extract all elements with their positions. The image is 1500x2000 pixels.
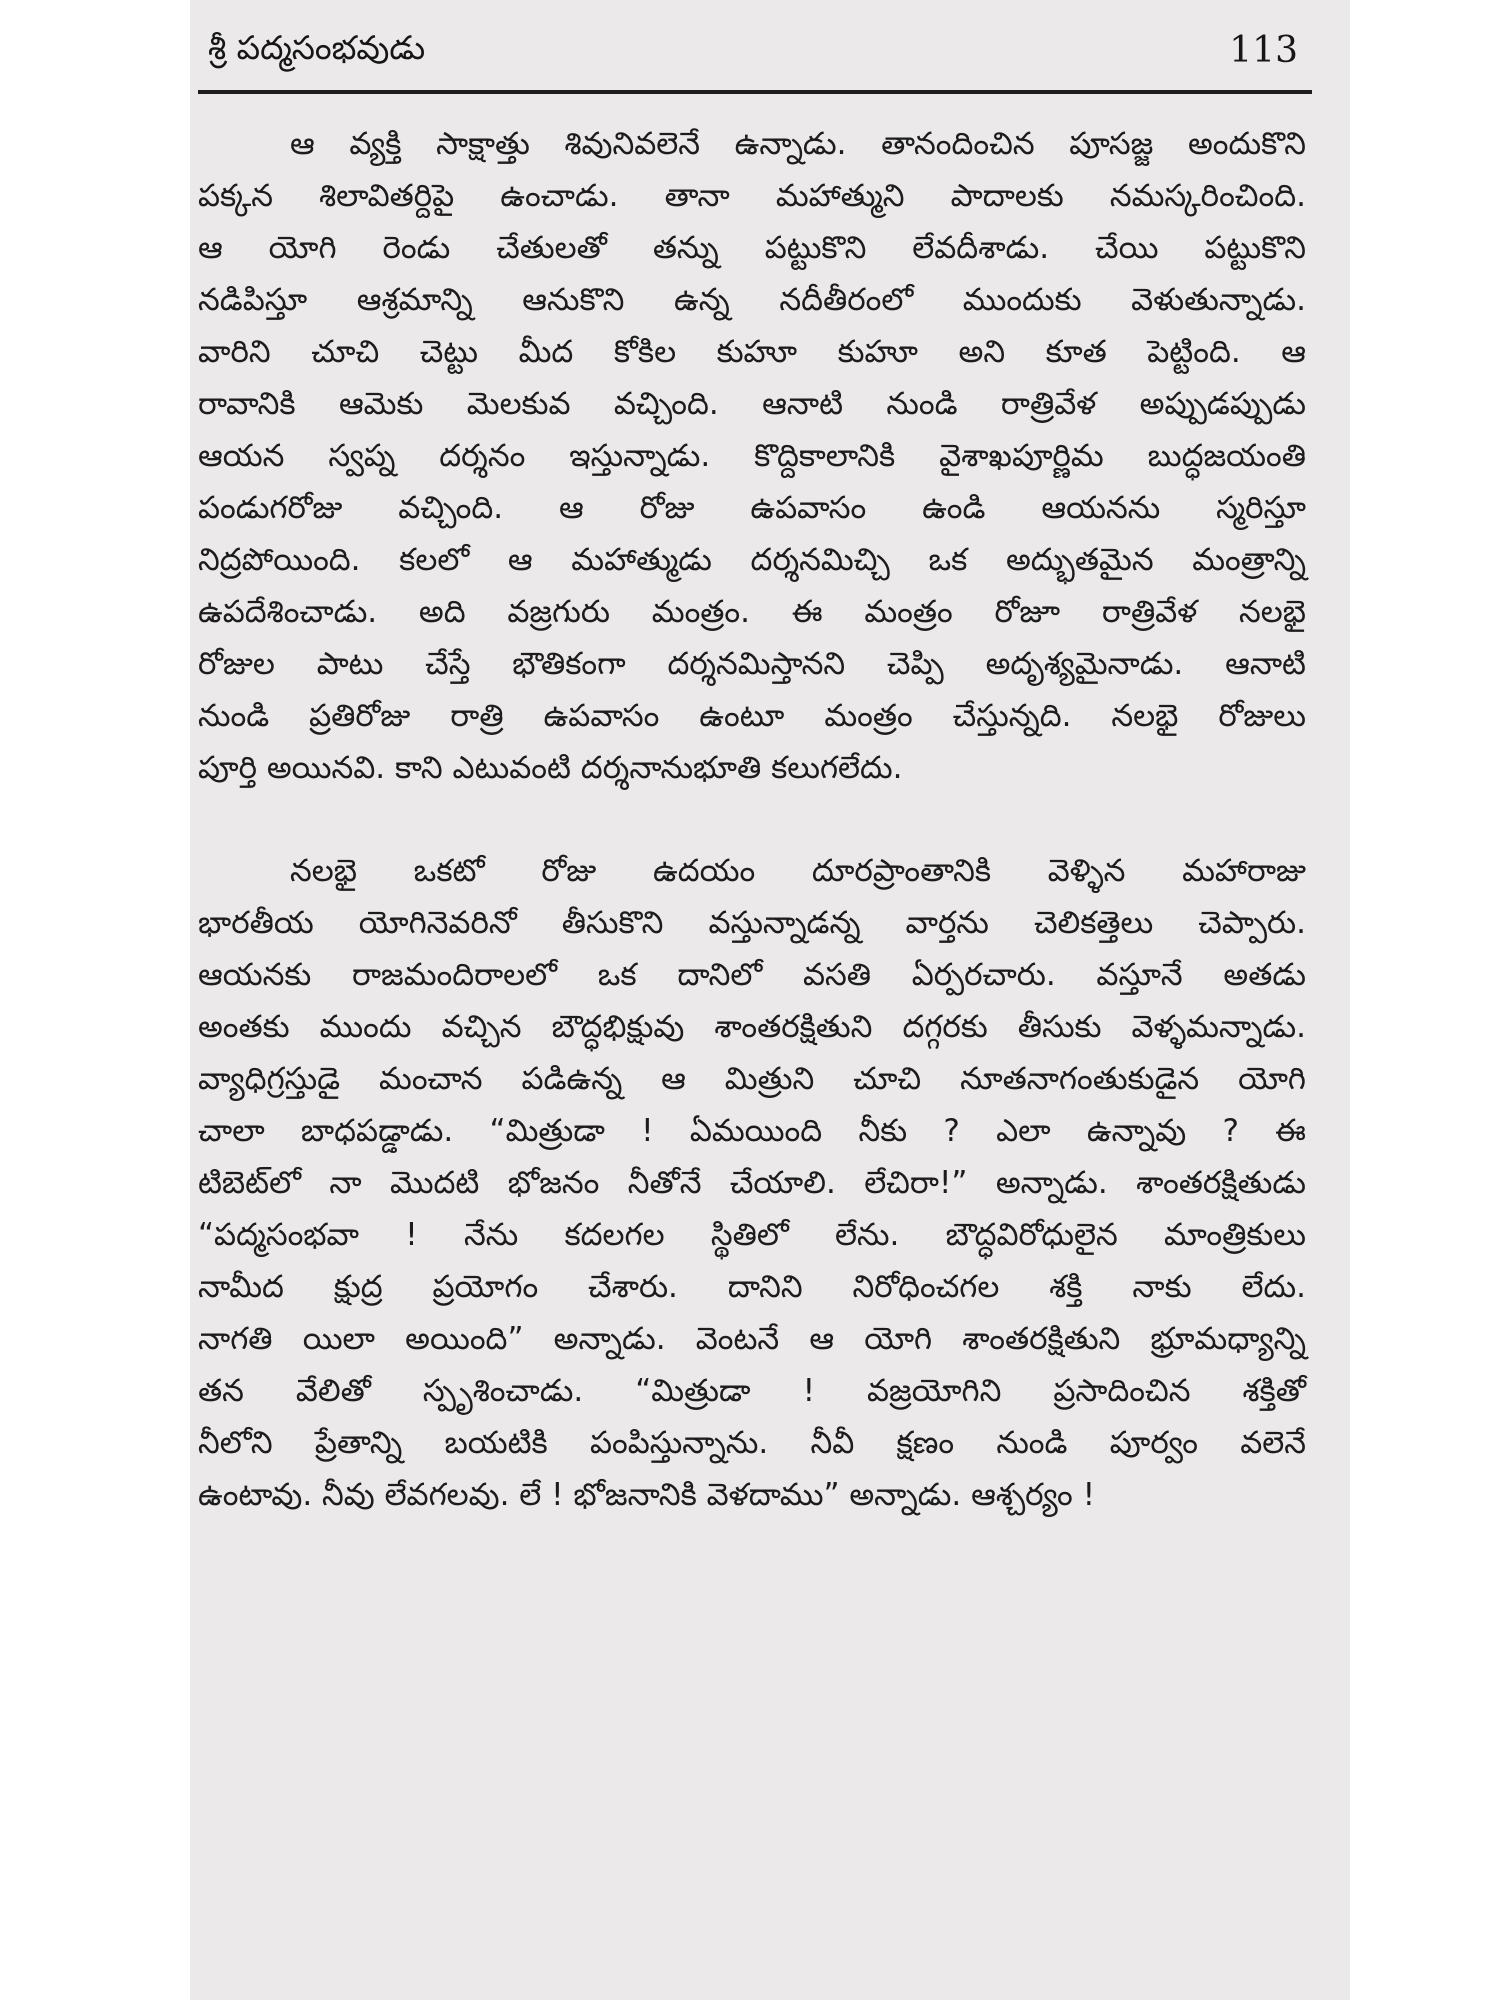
text-line: నాగతి యిలా అయింది” అన్నాడు. వెంటనే ఆ యోగి శాంతరక్షితుని భ్రూమధ్యాన్ని [198,1321,1306,1357]
book-page [190,0,1350,2000]
text-line: రావానికి ఆమెకు మెలకువ వచ్చింది. ఆనాటి నుండి రాత్రివేళ అప్పుడప్పుడు [198,386,1306,422]
paragraph-gap [198,794,1306,845]
header-rule [198,90,1312,94]
text-line: పక్కన శిలావితర్దిపై ఉంచాడు. తానా మహాత్ముని పాదాలకు నమస్కరించింది. [198,178,1306,214]
text-line: చాలా బాధపడ్డాడు. “మిత్రుడా ! ఏమయింది నీకు ? ఎలా ఉన్నావు ? ఈ [198,1113,1306,1149]
text-line: ఆ వ్యక్తి సాక్షాత్తు శివునివలెనే ఉన్నాడు. తానందించిన పూసజ్జ అందుకొని [290,126,1306,162]
text-line: రోజుల పాటు చేస్తే భౌతికంగా దర్శనమిస్తానని చెప్పి అదృశ్యమైనాడు. ఆనాటి [198,646,1306,682]
text-line: నిద్రపోయింది. కలలో ఆ మహాత్ముడు దర్శనమిచ్చి ఒక అద్భుతమైన మంత్రాన్ని [198,542,1306,578]
text-line: ఉంటావు. నీవు లేవగలవు. లే ! భోజనానికి వెళదాము” అన్నాడు. ఆశ్చర్యం ! [198,1477,1096,1513]
text-line: “పద్మసంభవా ! నేను కదలగల స్థితిలో లేను. బౌద్ధవిరోధులైన మాంత్రికులు [198,1217,1306,1253]
text-line: ఆయనకు రాజమందిరాలలో ఒక దానిలో వసతి ఏర్పరచారు. వస్తూనే అతడు [198,957,1306,993]
text-line: వ్యాధిగ్రస్తుడై మంచాన పడిఉన్న ఆ మిత్రుని చూచి నూతనాగంతుకుడైన యోగి [198,1061,1306,1097]
page-number: 113 [1229,30,1298,71]
text-line: నామీద క్షుద్ర ప్రయోగం చేశారు. దానిని నిరోధించగల శక్తి నాకు లేదు. [198,1269,1306,1305]
page-header [208,22,1298,77]
text-line: తన వేలితో స్పృశించాడు. “మిత్రుడా ! వజ్రయోగిని ప్రసాదించిన శక్తితో [198,1373,1306,1409]
text-line: భారతీయ యోగినెవరినో తీసుకొని వస్తున్నాడన్న వార్తను చెలికత్తెలు చెప్పారు. [198,905,1306,941]
paragraph [198,118,1306,794]
text-line: అంతకు ముందు వచ్చిన బౌద్ధభిక్షువు శాంతరక్షితుని దగ్గరకు తీసుకు వెళ్ళమన్నాడు. [198,1009,1306,1045]
text-line: పండుగరోజు వచ్చింది. ఆ రోజు ఉపవాసం ఉండి ఆయనను స్మరిస్తూ [198,490,1306,526]
text-line: వారిని చూచి చెట్టు మీద కోకిల కుహూ కుహూ అని కూత పెట్టింది. ఆ [198,334,1306,370]
text-line: నీలోని ప్రేతాన్ని బయటికి పంపిస్తున్నాను. నీవీ క్షణం నుండి పూర్వం వలెనే [198,1425,1306,1461]
text-line: ఆయన స్వప్న దర్శనం ఇస్తున్నాడు. కొద్దికాలానికి వైశాఖపూర్ణిమ బుద్ధజయంతి [198,438,1306,474]
text-line: నడిపిస్తూ ఆశ్రమాన్ని ఆనుకొని ఉన్న నదీతీరంలో ముందుకు వెళుతున్నాడు. [198,282,1306,318]
body-text [198,118,1306,1521]
text-line: ఆ యోగి రెండు చేతులతో తన్ను పట్టుకొని లేవదీశాడు. చేయి పట్టుకొని [198,230,1306,266]
text-line: నుండి ప్రతిరోజు రాత్రి ఉపవాసం ఉంటూ మంత్రం చేస్తున్నది. నలభై రోజులు [198,698,1306,734]
running-title: శ్రీ పద్మసంభవుడు [208,28,426,67]
text-line: పూర్తి అయినవి. కాని ఎటువంటి దర్శనానుభూతి కలుగలేదు. [198,750,903,786]
text-line: టిబెట్‌లో నా మొదటి భోజనం నీతోనే చేయాలి. లేచిరా!” అన్నాడు. శాంతరక్షితుడు [198,1165,1306,1201]
text-line: ఉపదేశించాడు. అది వజ్రగురు మంత్రం. ఈ మంత్రం రోజూ రాత్రివేళ నలభై [198,594,1306,630]
paragraph [198,845,1306,1521]
text-line: నలభై ఒకటో రోజు ఉదయం దూరప్రాంతానికి వెళ్ళిన మహారాజు [290,853,1306,889]
